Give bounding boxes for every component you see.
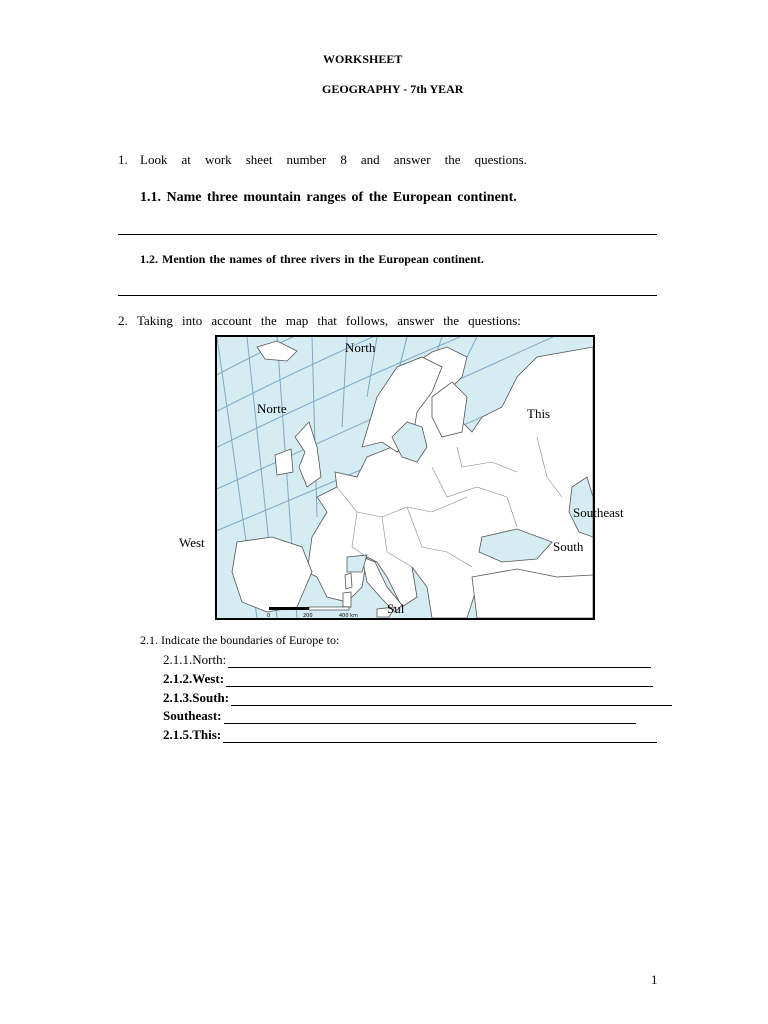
page-number: 1 xyxy=(651,972,658,987)
q1-2-label: 1.2. Mention the names of three rivers in the European continent. xyxy=(140,252,484,266)
south-item-label: 2.1.3.South: xyxy=(163,690,230,705)
map-label-west: West xyxy=(179,535,205,550)
map-label-sul: Sul xyxy=(387,601,405,616)
west-item-label: 2.1.2.West: xyxy=(163,671,225,686)
q1-word: the xyxy=(444,152,461,167)
north-answer-line[interactable] xyxy=(228,655,651,668)
scale-bar xyxy=(269,607,349,610)
q2-word: into xyxy=(182,313,203,328)
q1-word: and xyxy=(360,152,380,167)
scale-label: 0 xyxy=(267,613,271,618)
west-item xyxy=(163,671,653,687)
south-item xyxy=(163,690,672,706)
west-answer-line[interactable] xyxy=(226,674,653,687)
q2-word: Taking xyxy=(137,313,173,328)
europe-map xyxy=(215,335,595,620)
east-item-label: 2.1.5.This: xyxy=(163,727,222,742)
q2-word: the xyxy=(260,313,277,328)
map-label-southeast: Southeast xyxy=(573,505,624,520)
q1-1-answer-line[interactable] xyxy=(118,234,657,235)
q1-number: 1. xyxy=(118,152,128,167)
q1-word: answer xyxy=(393,152,431,167)
q2-word: answer xyxy=(397,313,435,328)
q2-text xyxy=(137,313,521,329)
southeast-item xyxy=(163,708,636,724)
q2-word: that xyxy=(317,313,337,328)
southeast-item-label: Southeast: xyxy=(163,708,222,723)
map-label-south: South xyxy=(553,539,584,554)
q1-text xyxy=(140,152,527,168)
q2-word: the xyxy=(443,313,460,328)
map-label-norte: Norte xyxy=(257,401,287,416)
q1-word: 8 xyxy=(340,152,347,167)
q2-word: account xyxy=(211,313,252,328)
map-label-this: This xyxy=(527,406,551,421)
east-answer-line[interactable] xyxy=(223,730,657,743)
q2-word: map xyxy=(285,313,309,328)
worksheet-subtitle: GEOGRAPHY - 7th YEAR xyxy=(322,82,464,96)
q1-word: at xyxy=(181,152,191,167)
q1-word: Look xyxy=(140,152,168,167)
south-answer-line[interactable] xyxy=(231,693,672,706)
q1-word: sheet xyxy=(245,152,273,167)
q1-word: number xyxy=(286,152,327,167)
east-item xyxy=(163,727,657,743)
scale-label: 200 xyxy=(303,613,313,618)
q2-1-label: 2.1. Indicate the boundaries of Europe to: xyxy=(140,633,340,647)
q1-word: questions. xyxy=(474,152,527,167)
map-label-north: North xyxy=(345,340,376,355)
q1-word: work xyxy=(204,152,232,167)
north-item xyxy=(163,652,651,668)
scale-label: 400 km xyxy=(339,613,358,618)
q2-word: follows, xyxy=(345,313,389,328)
q1-2-answer-line[interactable] xyxy=(118,295,657,296)
q2-word: questions: xyxy=(468,313,521,328)
north-item-label: 2.1.1.North: xyxy=(163,652,227,667)
q2-number: 2. xyxy=(118,313,128,328)
q1-1-label: 1.1. Name three mountain ranges of the European continent. xyxy=(140,190,517,205)
southeast-answer-line[interactable] xyxy=(224,711,636,724)
worksheet-title: WORKSHEET xyxy=(323,52,403,66)
europe-map-graphic xyxy=(217,337,593,618)
